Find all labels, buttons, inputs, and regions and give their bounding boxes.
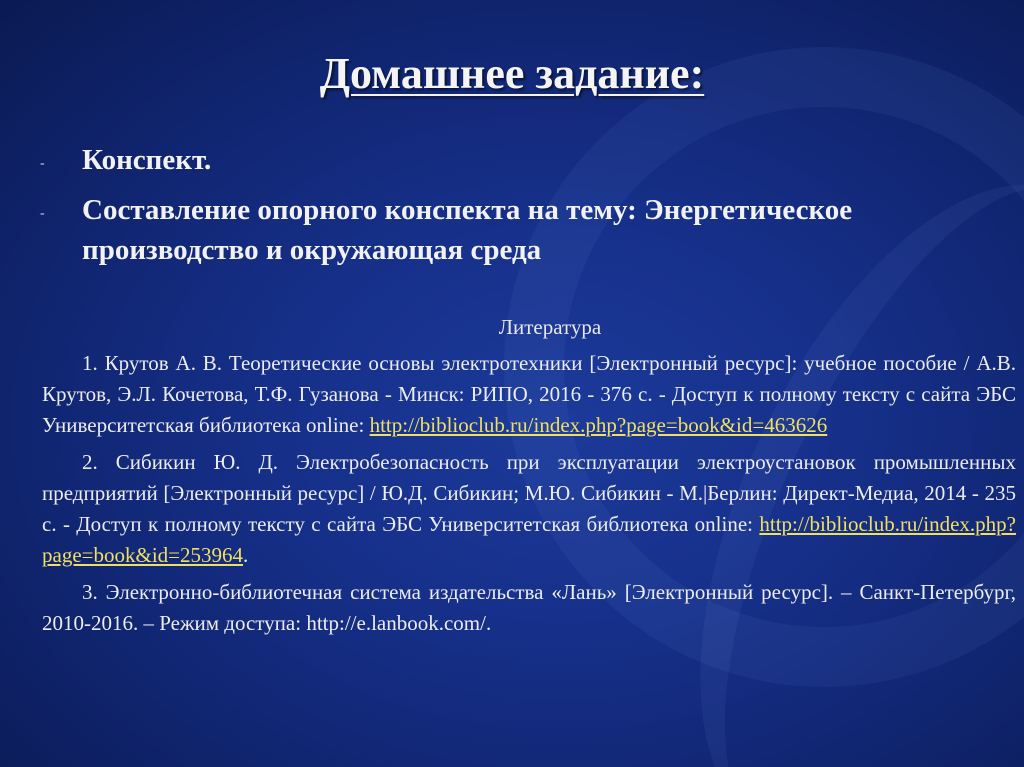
literature-item (42, 348, 1016, 441)
task-item (40, 190, 1000, 270)
slide-title: Домашнее задание: (319, 49, 705, 98)
literature-list (42, 348, 1016, 645)
reference-text: 1. Крутов А. В. Теоретические основы электротехники [Электронный ресурс]: учебное пособие / А.В. Крутов, Э.Л. Кочетова, Т.Ф. Гузанова - Минск: РИПО, 2016 - 376 с. - Доступ к полному тексту с сайта ЭБС Университетская библиотека online: (42, 351, 1016, 437)
literature-item (42, 447, 1016, 571)
reference-tail: . (243, 543, 249, 567)
task-text: Составление опорного конспекта на тему: Энергетическое производство и окружающая среда (82, 194, 853, 266)
reference-link[interactable]: http://biblioclub.ru/index.php?page=book&id=463626 (369, 413, 828, 437)
task-text: Конспект. (82, 144, 212, 176)
task-item (40, 140, 1000, 180)
reference-text: 3. Электронно-библиотечная система издательства «Лань» [Электронный ресурс]. – Санкт-Петербург, 2010-2016. – Режим доступа: http://e.lanbook.com/. (42, 580, 1016, 635)
task-list (40, 140, 1000, 280)
bullet-dash: - (40, 156, 45, 171)
bullet-dash: - (40, 206, 45, 221)
reference-text: 2. Сибикин Ю. Д. Электробезопасность при эксплуатации электроустановок промышленных предприятий [Электронный ресурс] / Ю.Д. Сибикин; М.Ю. Сибикин - М.|Берлин: Директ-Медиа, 2014 - 235 с. - Доступ к полному тексту с сайта ЭБС Университетская библиотека online: (42, 450, 1016, 536)
literature-item (42, 577, 1016, 639)
literature-heading: Литература (498, 315, 602, 339)
reference-link[interactable]: http://biblioclub.ru/index.php?page=book&id=253964 (42, 512, 1016, 567)
